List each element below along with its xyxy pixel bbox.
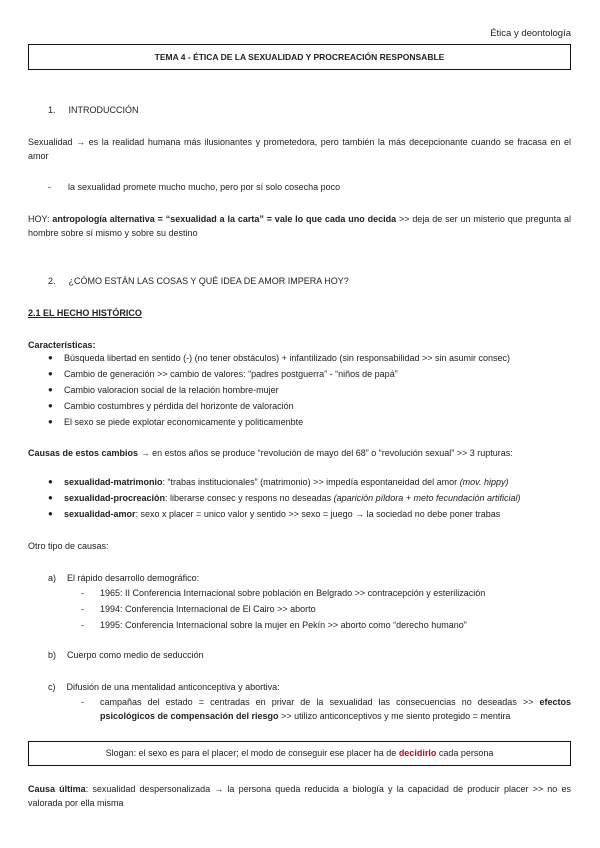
intro-paragraph: Sexualidad → es la realidad humana más ilusionantes y prometedora, pero también la más decepcionante cuando se fracasa en el amor: [28, 137, 571, 161]
list-item-text: Cambio de generación >> cambio de valores: “padres postguerra” - “niños de papá”: [64, 369, 398, 379]
slogan-highlight: decidirlo: [398, 748, 437, 758]
section-1-number: 1.: [48, 105, 56, 115]
item-c-bold: efectos psicológicos de compensación del riesgo: [100, 697, 571, 721]
section-2-number: 2.: [48, 276, 56, 286]
subsection-2-1-heading: 2.1 EL HECHO HISTÓRICO: [28, 308, 142, 318]
causas-rest: → en estos años se produce “revolución de mayo del 68” o “revolución sexual” >> 3 rupturas:: [140, 448, 513, 458]
hoy-bold-text: antropología alternativa = “sexualidad a la carta” = vale lo que cada uno decida: [52, 214, 397, 224]
list-item-text: El sexo se piede explotar economicamente y politicamenbte: [64, 417, 304, 427]
item-b: [48, 648, 204, 662]
causa-ultima-label: Causa última: [28, 784, 86, 794]
intro-dash-text: la sexualidad promete mucho mucho, pero por sí solo cosecha poco: [68, 182, 341, 192]
ruptura-text: : sexo x placer = unico valor y sentido >> sexo = juego → la sociedad no debe poner trabas: [135, 509, 501, 519]
bullet-icon: ●: [48, 477, 53, 486]
caracteristicas-label: Características:: [28, 340, 96, 350]
list-item-text: Cambio costumbres y pérdida del horizonte de valoración: [64, 401, 294, 411]
document-title: TEMA 4 - ÉTICA DE LA SEXUALIDAD Y PROCREACIÓN RESPONSABLE: [28, 44, 571, 70]
ruptura-bold: sexualidad-matrimonio: [64, 477, 163, 487]
hoy-paragraph: [28, 212, 571, 240]
item-c-sub-text: [100, 695, 571, 723]
header-subject: Ética y deontología: [490, 28, 571, 39]
causa-ultima-paragraph: [28, 782, 571, 810]
ruptura-bold: sexualidad-procreación: [64, 493, 166, 503]
item-a-text: El rápido desarrollo demográfico:: [67, 573, 200, 583]
item-a: [48, 571, 199, 585]
ruptura-italic: (mov. hippy): [459, 477, 509, 487]
slogan-text-b: cada persona: [438, 748, 494, 758]
ruptura-text: : liberarse consec y respons no deseadas: [165, 493, 334, 503]
sub-list-item: [81, 618, 467, 632]
dash-marker: -: [81, 697, 84, 707]
bullet-icon: ●: [48, 385, 53, 394]
item-c-part1: campañas del estado = centradas en privar de la sexualidad las consecuencias no deseadas >>: [100, 697, 534, 707]
section-2-title: ¿CÓMO ESTÁN LAS COSAS Y QUÉ IDEA DE AMOR IMPERA HOY?: [68, 276, 349, 286]
causas-bold: Causas de estos cambios: [28, 448, 139, 458]
intro-dash-item: [48, 180, 340, 194]
ruptura-text: : “trabas institucionales” (matrimonio) >> impedía espontaneidad del amor: [162, 477, 460, 487]
item-c: [48, 680, 280, 694]
item-b-label: b): [48, 650, 57, 660]
sub-list-text: 1965: II Conferencia Internacional sobre población en Belgrado >> contracepción y esterilización: [100, 588, 486, 598]
item-c-label: c): [48, 682, 56, 692]
bullet-icon: ●: [48, 417, 53, 426]
sub-list-text: 1995: Conferencia Internacional sobre la mujer en Pekín >> aborto como “derecho humano”: [100, 620, 467, 630]
causas-paragraph: [28, 446, 513, 460]
dash-marker: -: [81, 620, 84, 630]
dash-marker: -: [81, 588, 84, 598]
item-b-text: Cuerpo como medio de seducción: [67, 650, 204, 660]
bullet-icon: ●: [48, 369, 53, 378]
slogan-box: [28, 741, 571, 766]
otro-tipo-label: Otro tipo de causas:: [28, 541, 109, 551]
bullet-icon: ●: [48, 353, 53, 362]
causa-ultima-text: : sexualidad despersonalizada → la persona queda reducida a biología y la capacidad de producir placer >> no es valorada por ella misma: [28, 784, 571, 808]
dash-marker: -: [48, 182, 51, 192]
ruptura-italic: (aparición píldora + meto fecundación artificial): [333, 493, 521, 503]
bullet-icon: ●: [48, 401, 53, 410]
hoy-label: HOY:: [28, 214, 50, 224]
hoy-rest-text: >> deja de ser un misterio que pregunta al hombre sobre sí mismo y sobre su destino: [28, 214, 571, 238]
list-item-text: Búsqueda libertad en sentido (-) (no tener obstáculos) + infantilizado (sin responsabilidad >> sin asumir consec): [64, 353, 510, 363]
item-a-label: a): [48, 573, 57, 583]
slogan-text-a: Slogan: el sexo es para el placer; el modo de conseguir ese placer ha de: [105, 748, 397, 758]
dash-marker: -: [81, 604, 84, 614]
ruptura-bold: sexualidad-amor: [64, 509, 136, 519]
bullet-icon: ●: [48, 509, 53, 518]
section-1-heading: [48, 103, 139, 117]
item-c-text: Difusión de una mentalidad anticonceptiva y abortiva:: [66, 682, 280, 692]
sub-list-text: 1994: Conferencia Internacional de El Cairo >> aborto: [100, 604, 316, 614]
section-1-title: INTRODUCCIÓN: [68, 105, 139, 115]
bullet-icon: ●: [48, 493, 53, 502]
list-item-text: Cambio valoracion social de la relación hombre-mujer: [64, 385, 279, 395]
sub-list-item: [81, 586, 485, 600]
section-2-heading: [48, 274, 349, 288]
item-c-part2: >> utilizo anticonceptivos y me siento protegido = mentira: [281, 711, 511, 721]
sub-list-item: [81, 602, 316, 616]
